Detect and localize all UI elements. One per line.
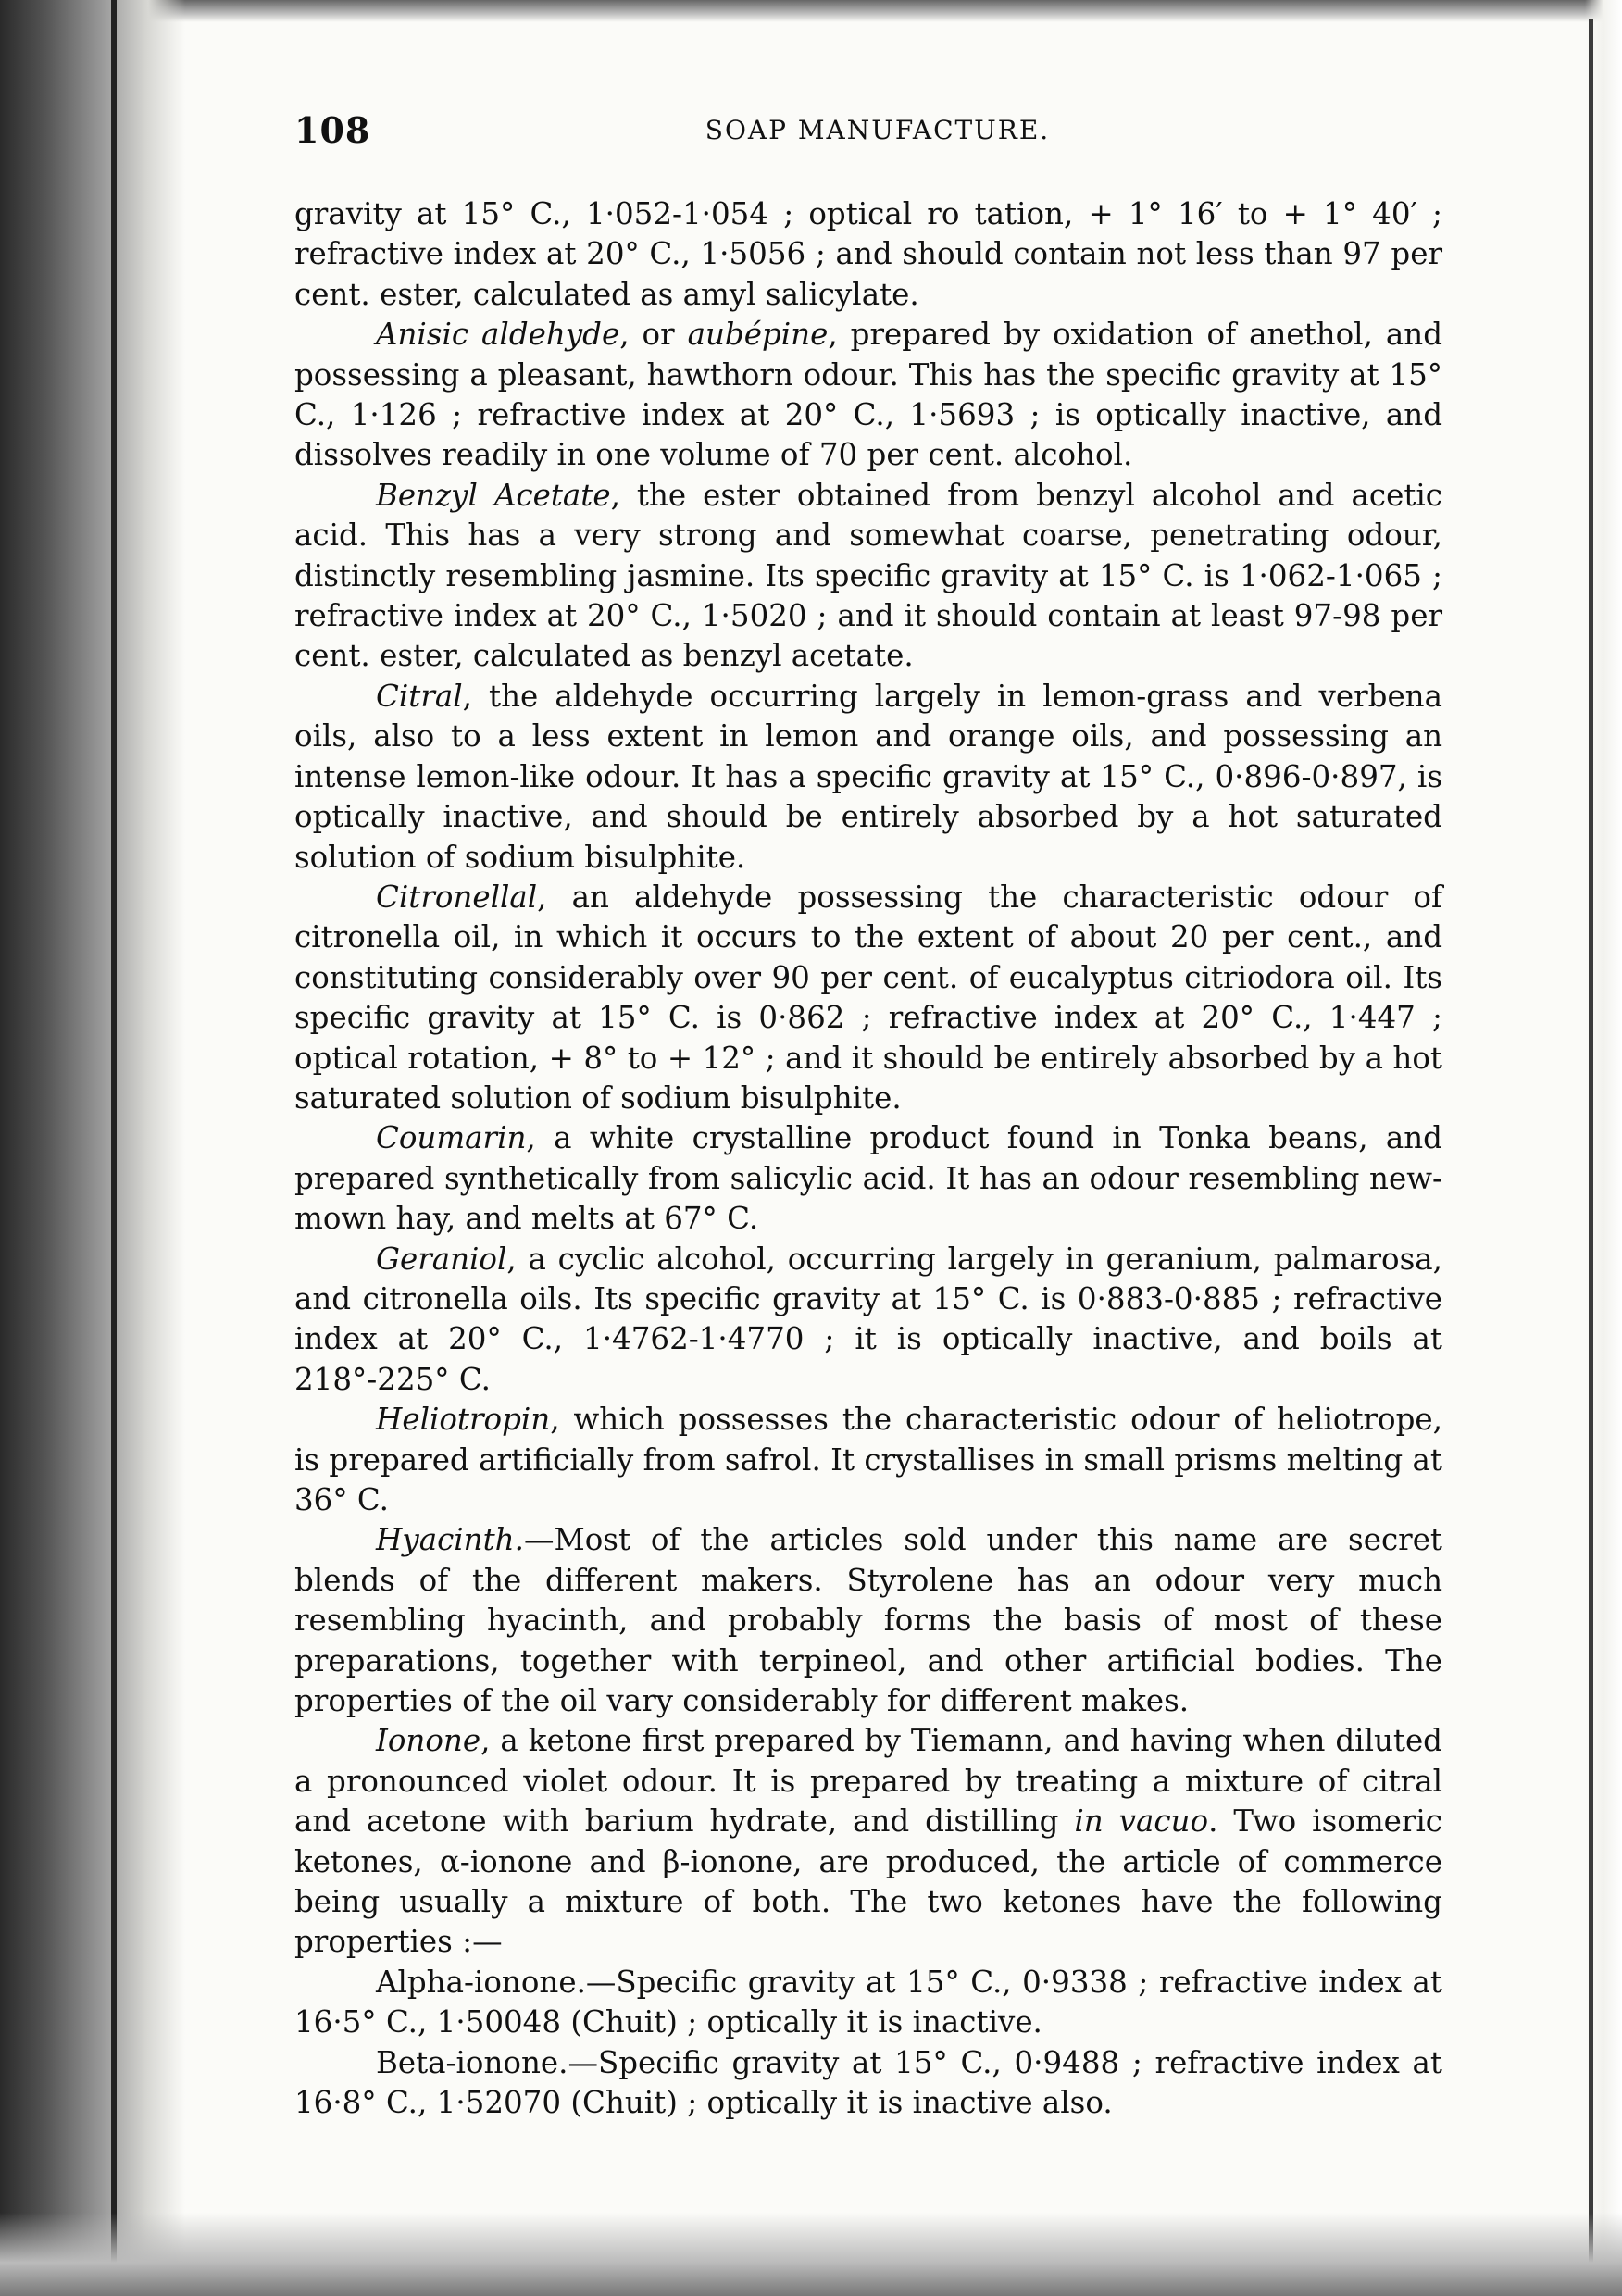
latin-phrase: in vacuo — [1074, 1803, 1209, 1840]
paragraph-text: , a cyclic alcohol, occurring largely in geranium, palmarosa, and citronella oils. Its specific gravity at 15° C. is 0·883-0·885 ; refractive index at 20° C., 1·4762-1·4770 ; it is optically inactive, and boils at 218°-225° C. — [294, 1241, 1442, 1397]
paragraph-text: , the ester obtained from benzyl alcohol and acetic acid. This has a very strong and somewhat coarse, penetrating odour, distinctly resembling jasmine. Its specific gravity at 15° C. is 1·062-1·065 ; refractive index at 20° C., 1·5020 ; and it should contain at least 97-98 per cent. ester, calculated as benzyl acetate. — [294, 477, 1442, 674]
paragraph-geraniol — [294, 1240, 1442, 1401]
paragraph-coumarin — [294, 1118, 1442, 1239]
paragraph-text: —Most of the articles sold under this name are secret blends of the different makers. Styrolene has an odour very much resembling hyacinth, and probably forms the basis of most of these preparations, together with terpineol, and other artificial bodies. The properties of the oil vary considerably for different makes. — [294, 1522, 1442, 1719]
term-label: Ionone — [376, 1723, 481, 1759]
connector-text: , or — [619, 317, 688, 353]
term-label: Coumarin — [376, 1120, 527, 1156]
paragraph-text: gravity at 15° C., 1·052-1·054 ; optical ro tation, + 1° 16′ to + 1° 40′ ; refractive index at 20° C., 1·5056 ; and should contain not less than 97 per cent. ester, calculated as amyl salicylate. — [294, 196, 1442, 312]
paragraph-beta-ionone — [294, 2043, 1442, 2124]
term-label: Benzyl Acetate — [376, 477, 611, 513]
term-label: Citronellal — [376, 879, 538, 915]
body-text — [294, 194, 1442, 2124]
page-number: 108 — [294, 109, 371, 151]
paragraph-text: , prepared by oxidation of anethol, and possessing a pleasant, hawthorn odour. This has the specific gravity at 15° C., 1·126 ; refractive index at 20° C., 1·5693 ; is optically inactive, and dissolves readily in one volume of 70 per cent. alcohol. — [294, 317, 1442, 473]
scan-edge-bottom — [0, 2213, 1622, 2296]
paragraph-text: , the aldehyde occurring largely in lemon-grass and verbena oils, also to a less extent in lemon and orange oils, and possessing an intense lemon-like odour. It has a specific gravity at 15° C., 0·896-0·897, is optically inactive, and should be entirely absorbed by a hot saturated solution of sodium bisulphite. — [294, 678, 1442, 875]
paragraph-citral — [294, 677, 1442, 878]
paragraph-anisic-aldehyde — [294, 315, 1442, 476]
scan-edge-left — [0, 0, 185, 2296]
paragraph-benzyl-acetate — [294, 476, 1442, 677]
term-label: Anisic aldehyde — [376, 317, 620, 353]
scan-edge-top — [0, 0, 1622, 22]
paragraph-citronellal — [294, 878, 1442, 1118]
paragraph-text: , a white crystalline product found in Tonka beans, and prepared synthetically from salicylic acid. It has an odour resembling new-mown hay, and melts at 67° C. — [294, 1120, 1442, 1237]
paragraph-text: , a ketone first prepared by Tiemann, and having when diluted a pronounced violet odour. It is prepared by treating a mixture of citral and acetone with barium hydrate, and distilling — [294, 1723, 1442, 1840]
term-label: aubépine — [687, 317, 829, 353]
paragraph-text: Beta-ionone.—Specific gravity at 15° C., 0·9488 ; refractive index at 16·8° C., 1·52070 (Chuit) ; optically it is inactive also. — [294, 2044, 1442, 2121]
paragraph-text: Alpha-ionone.—Specific gravity at 15° C., 0·9338 ; refractive index at 16·5° C., 1·50048 (Chuit) ; optically it is inactive. — [294, 1964, 1442, 2040]
paragraph-ionone — [294, 1721, 1442, 1962]
paragraph-text: , which possesses the characteristic odour of heliotrope, is prepared artificially from safrol. It crystallises in small prisms melting at 36° C. — [294, 1402, 1442, 1517]
term-label: Geraniol — [376, 1241, 507, 1277]
paragraph-text: . Two isomeric ketones, α-ionone and β-ionone, are produced, the article of commerce being usually a mixture of both. The two ketones have the following properties :— — [294, 1803, 1442, 1960]
paragraph-continuation — [294, 194, 1442, 315]
paragraph-text: , an aldehyde possessing the characteristic odour of citronella oil, in which it occurs to the extent of about 20 per cent., and constituting considerably over 90 per cent. of eucalyptus citriodora oil. Its specific gravity at 15° C. is 0·862 ; refractive index at 20° C., 1·447 ; optical rotation, + 8° to + 12° ; and it should be entirely absorbed by a hot saturated solution of sodium bisulphite. — [294, 879, 1442, 1116]
term-label: Citral — [376, 678, 463, 714]
paragraph-alpha-ionone — [294, 1963, 1442, 2043]
running-title: SOAP MANUFACTURE. — [705, 115, 1051, 145]
page-header — [294, 109, 1461, 156]
term-label: Hyacinth. — [376, 1522, 524, 1558]
paragraph-hyacinth — [294, 1520, 1442, 1721]
scan-edge-right — [1585, 0, 1622, 2296]
paragraph-heliotropin — [294, 1400, 1442, 1520]
term-label: Heliotropin — [376, 1402, 551, 1438]
